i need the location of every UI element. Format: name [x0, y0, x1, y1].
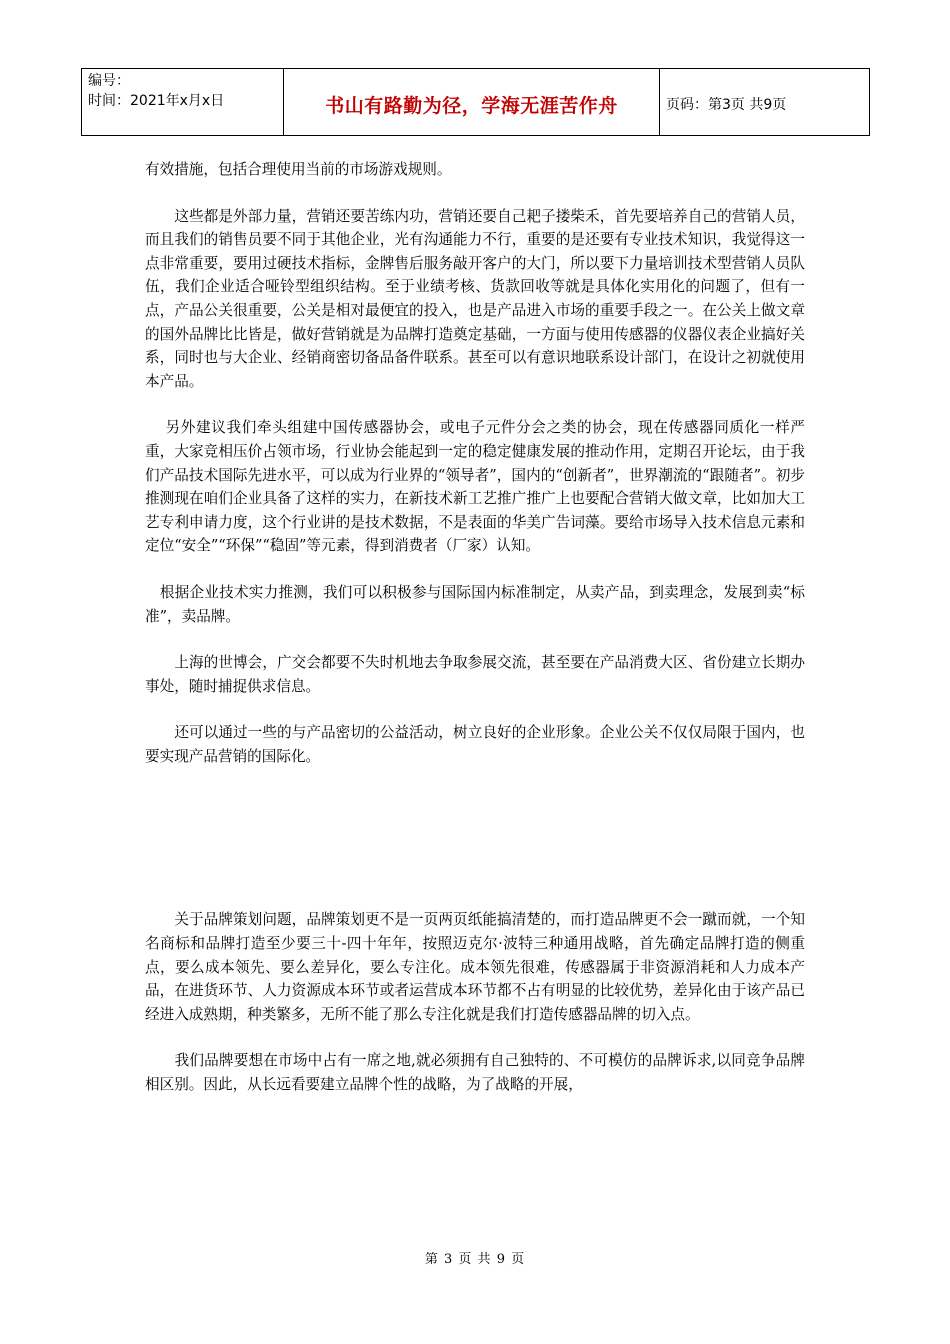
page-code: 页码：第3页 共9页	[666, 97, 787, 113]
document-body	[145, 158, 805, 1097]
paragraph: 我们品牌要想在市场中占有一席之地,就必须拥有自己独特的、不可模仿的品牌诉求,以同竞争品牌相区别。因此，从长远看要建立品牌个性的战略，为了战略的开展，	[145, 1052, 805, 1094]
header-page-code-cell	[660, 69, 869, 135]
header-motto-cell	[284, 69, 660, 135]
paragraph: 上海的世博会，广交会都要不失时机地去争取参展交流，甚至要在产品消费大区、省份建立长期办事处，随时捕捉供求信息。	[145, 654, 805, 695]
number-label: 编号：	[88, 73, 130, 89]
paragraph: 这些都是外部力量，营销还要苦练内功，营销还要自己耙子搂柴禾，首先要培养自己的营销人员，而且我们的销售员要不同于其他企业，光有沟通能力不行，重要的是还要有专业技术知识，我觉得这一点非常重要，要用过硬技术指标，金牌售后服务敲开客户的大门，所以要下力量培训技术型营销人员队伍，我们企业适合哑铃型组织结构。至于业绩考核、货款回收等就是具体化实用化的问题了，但有一点，产品公关很重要，公关是相对最便宜的投入，也是产品进入市场的重要手段之一。在公关上做文章的国外品牌比比皆是，做好营销就是为品牌打造奠定基础，一方面与使用传感器的仪器仪表企业搞好关系，同时也与大企业、经销商密切备品备件联系。甚至可以有意识地联系设计部门，在设计之初就使用本产品。	[145, 207, 805, 390]
time-label: 时间：2021年x月x日	[88, 93, 225, 109]
page-header	[81, 68, 870, 136]
footer-page-number: 第 3 页 共 9 页	[424, 1252, 526, 1267]
header-meta	[82, 69, 284, 135]
paragraph: 另外建议我们牵头组建中国传感器协会，或电子元件分会之类的协会，现在传感器同质化一样严重，大家竞相压价占领市场，行业协会能起到一定的稳定健康发展的推动作用，定期召开论坛，由于我们产品技术国际先进水平，可以成为行业界的“领导者”，国内的“创新者”，世界潮流的“跟随者”。初步推测现在咱们企业具备了这样的实力，在新技术新工艺推广推广上也要配合营销大做文章，比如加大工艺专利申请力度，这个行业讲的是技术数据，不是表面的华美广告词藻。要给市场导入技术信息元素和定位“安全”“环保”“稳固”等元素，得到消费者（厂家）认知。	[145, 419, 805, 555]
motto-text: 书山有路勤为径，学海无涯苦作舟	[325, 94, 618, 117]
paragraph: 关于品牌策划问题，品牌策划更不是一页两页纸能搞清楚的，而打造品牌更不会一蹴而就，一个知名商标和品牌打造至少要三十-四十年年，按照迈克尔·波特三种通用战略，首先确定品牌打造的侧重点，要么成本领先、要么差异化，要么专注化。成本领先很难，传感器属于非资源消耗和人力成本产品，在进货环节、人力资源成本环节或者运营成本环节都不占有明显的比较优势，差异化由于该产品已经进入成熟期，种类繁多，无所不能了那么专注化就是我们打造传感器品牌的切入点。	[145, 911, 805, 1023]
paragraph: 有效措施，包括合理使用当前的市场游戏规则。	[145, 161, 452, 178]
page-footer	[0, 1248, 950, 1267]
paragraph: 还可以通过一些的与产品密切的公益活动，树立良好的企业形象。企业公关不仅仅局限于国内，也要实现产品营销的国际化。	[145, 724, 805, 765]
paragraph: 根据企业技术实力推测，我们可以积极参与国际国内标准制定，从卖产品，到卖理念，发展到卖“标准”，卖品牌。	[145, 583, 805, 625]
